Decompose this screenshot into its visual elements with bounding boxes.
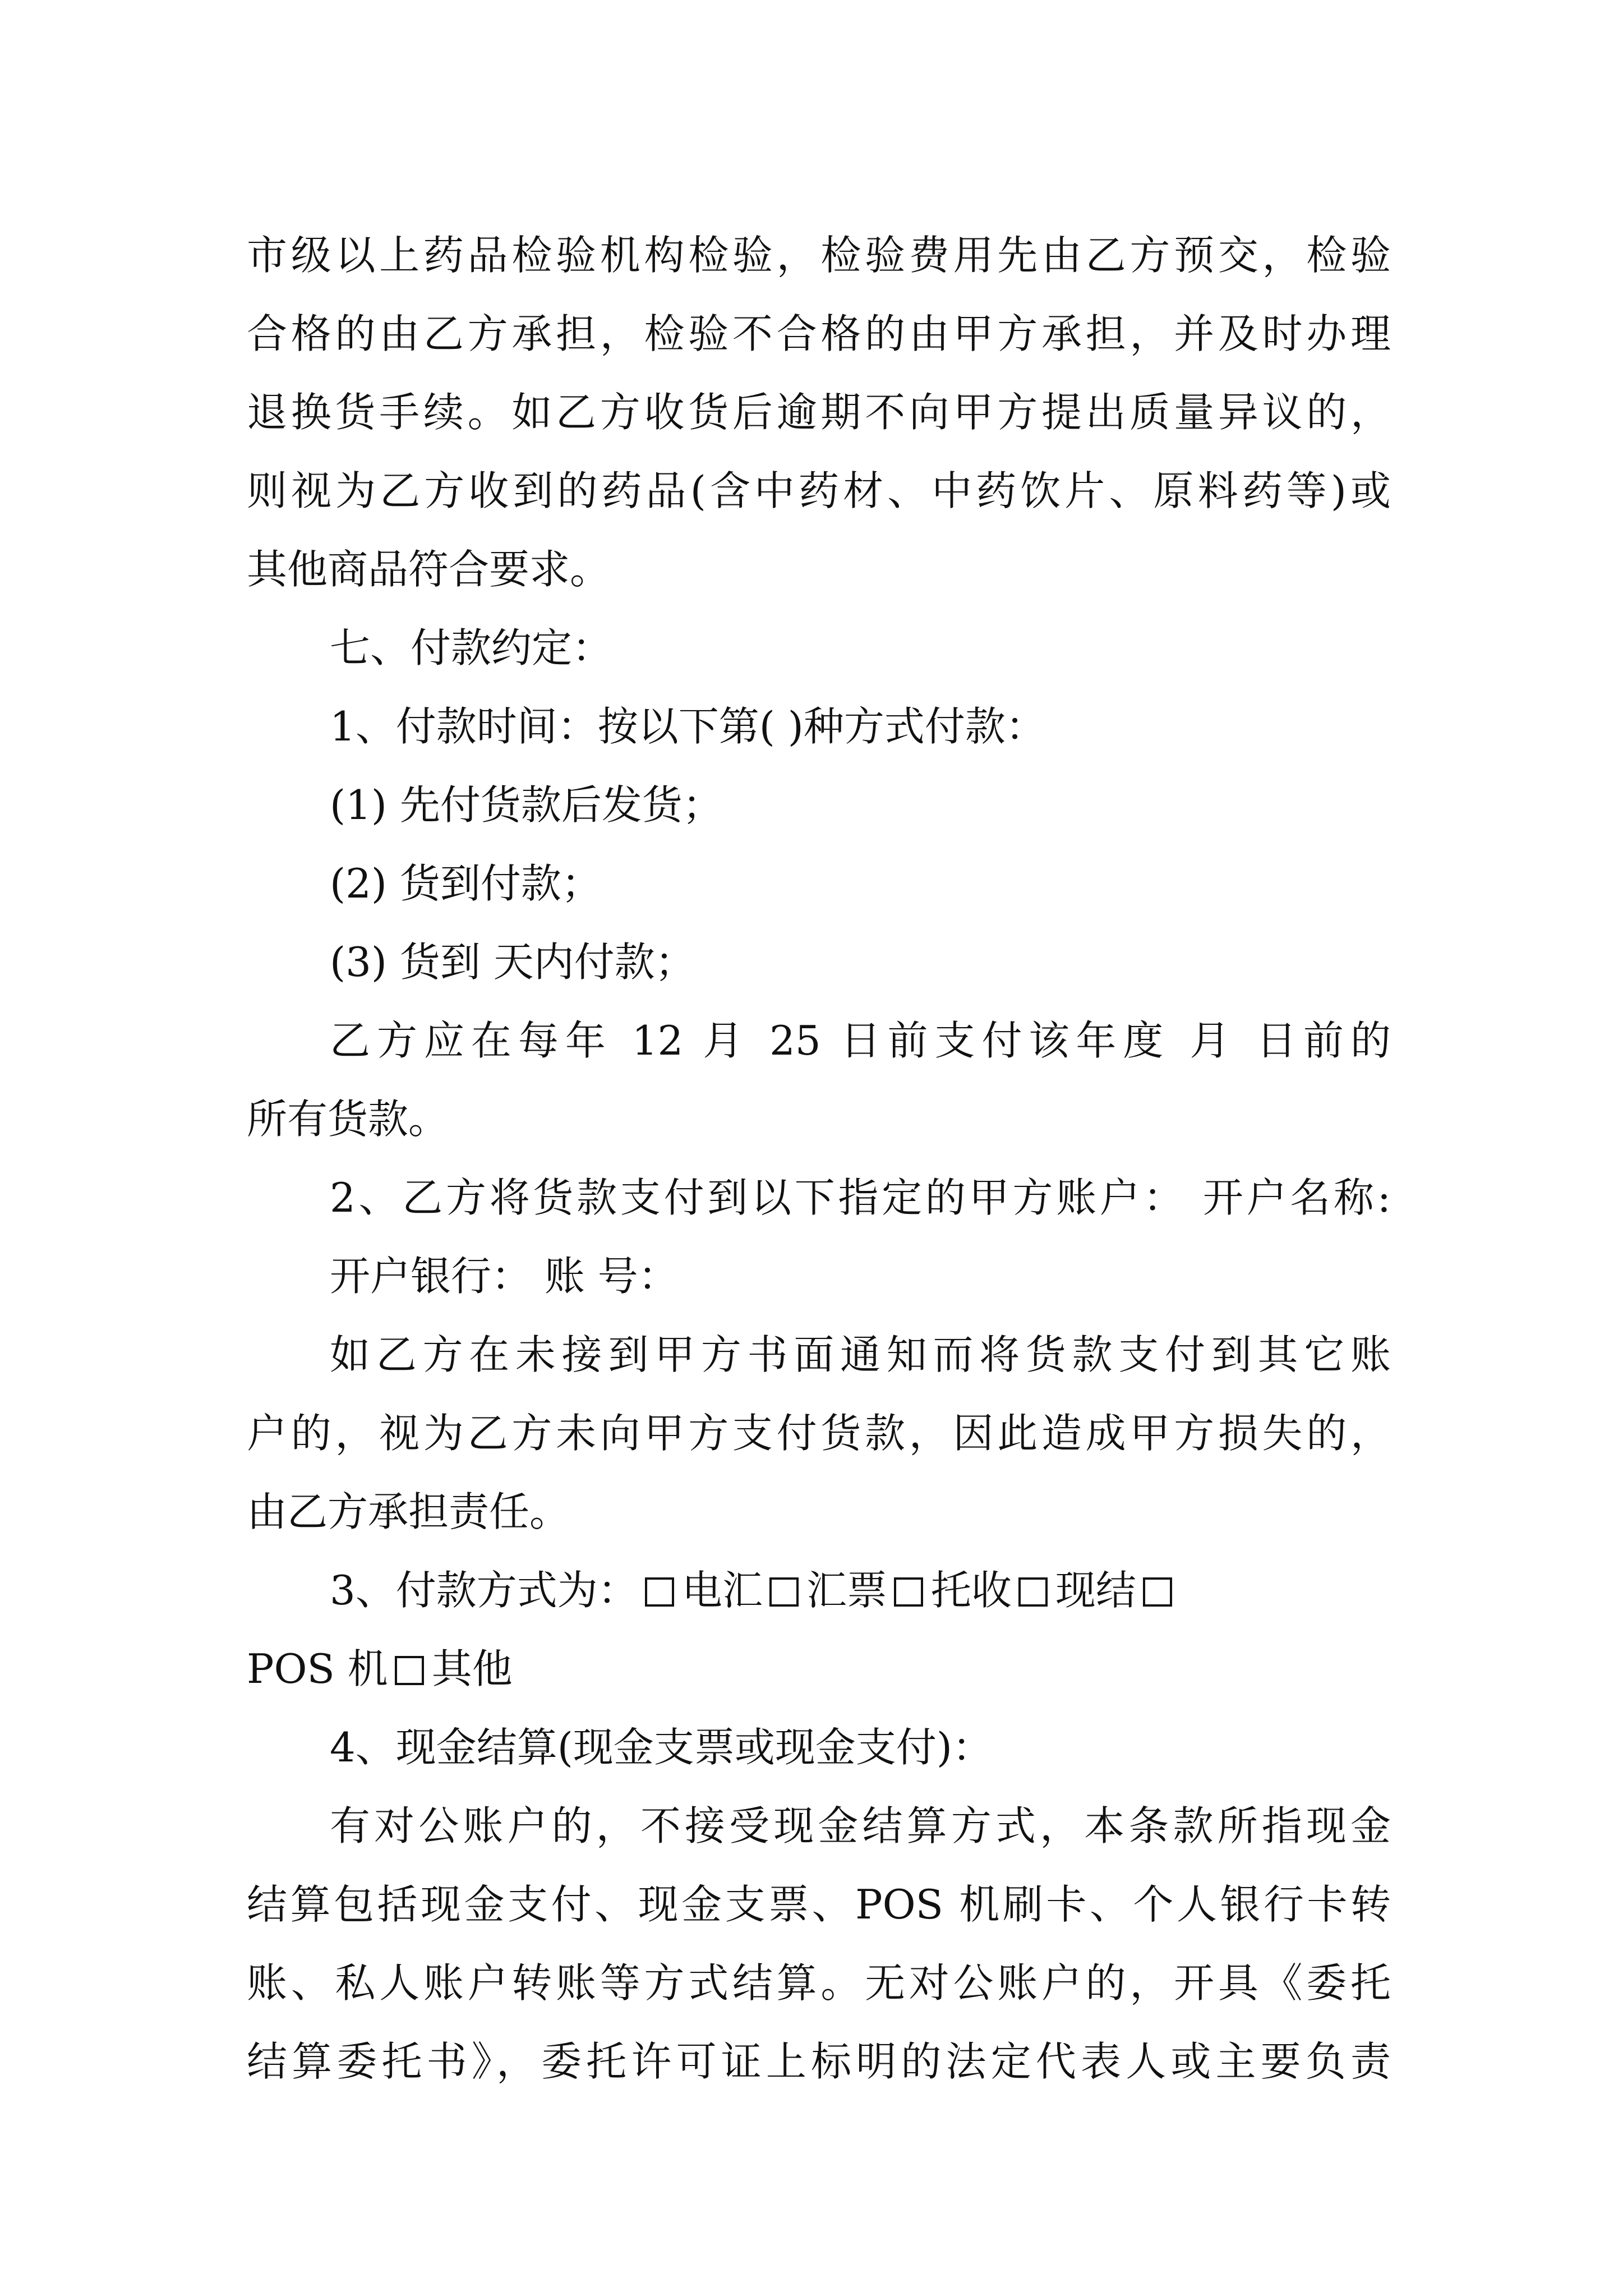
body-text-line: 账、私人账户转账等方式结算。无对公账户的，开具《委托	[247, 1959, 1391, 2007]
option-label: 现结	[1055, 1567, 1136, 1614]
checkbox-other[interactable]	[395, 1656, 424, 1685]
payment-time-clause: 1、付款时间：按以下第( )种方式付款：	[330, 703, 1046, 750]
body-text-line: 则视为乙方收到的药品(含中药材、中药饮片、原料药等)或	[247, 467, 1391, 514]
document-page	[247, 216, 1391, 2101]
body-text-line: 由乙方承担责任。	[247, 1488, 570, 1535]
checkbox-wire-transfer[interactable]	[645, 1577, 674, 1607]
payment-option-2: (2) 货到付款；	[330, 860, 602, 907]
payment-option-3: (3) 货到 天内付款；	[330, 938, 695, 986]
payment-method-line	[247, 1630, 1391, 1708]
option-label: 托收	[930, 1567, 1012, 1614]
body-text-line: 乙方应在每年 12 月 25 日前支付该年度 月 日前的	[330, 1017, 1391, 1064]
option-label: 汇票	[806, 1567, 887, 1614]
body-text-line: 结算包括现金支付、现金支票、POS 机刷卡、个人银行卡转	[247, 1881, 1391, 1928]
body-text-line: 结算委托书》，委托许可证上标明的法定代表人或主要负责	[247, 2038, 1391, 2085]
body-text-line: 市级以上药品检验机构检验，检验费用先由乙方预交，检验	[247, 232, 1391, 279]
account-info-line: 开户银行： 账 号：	[330, 1253, 679, 1300]
checkbox-cash[interactable]	[1018, 1577, 1048, 1607]
payment-method-line	[247, 1551, 1391, 1630]
checkbox-draft[interactable]	[769, 1577, 799, 1607]
option-label: 其他	[431, 1645, 513, 1692]
payment-method-label: 3、付款方式为：	[330, 1567, 638, 1614]
body-text-line: 其他商品符合要求。	[247, 546, 611, 593]
option-label: POS 机	[247, 1645, 388, 1692]
body-text-line: 合格的由乙方承担，检验不合格的由甲方承担，并及时办理	[247, 310, 1391, 357]
body-text-line: 退换货手续。如乙方收货后逾期不向甲方提出质量异议的，	[247, 389, 1391, 436]
body-text-line: 有对公账户的，不接受现金结算方式，本条款所指现金	[330, 1802, 1391, 1849]
account-info-line: 2、乙方将货款支付到以下指定的甲方账户： 开户名称:	[330, 1174, 1391, 1221]
section-heading: 七、付款约定：	[330, 624, 613, 671]
checkbox-pos[interactable]	[1143, 1577, 1172, 1607]
body-text-line: 如乙方在未接到甲方书面通知而将货款支付到其它账	[330, 1331, 1391, 1378]
option-label: 电汇	[681, 1567, 763, 1614]
checkbox-collection[interactable]	[894, 1577, 923, 1607]
cash-settlement-heading: 4、现金结算(现金支票或现金支付)：	[330, 1724, 993, 1771]
body-text-line: 所有货款。	[247, 1096, 449, 1143]
payment-option-1: (1) 先付货款后发货；	[330, 781, 723, 829]
body-text-line: 户的，视为乙方未向甲方支付货款，因此造成甲方损失的，	[247, 1410, 1391, 1457]
